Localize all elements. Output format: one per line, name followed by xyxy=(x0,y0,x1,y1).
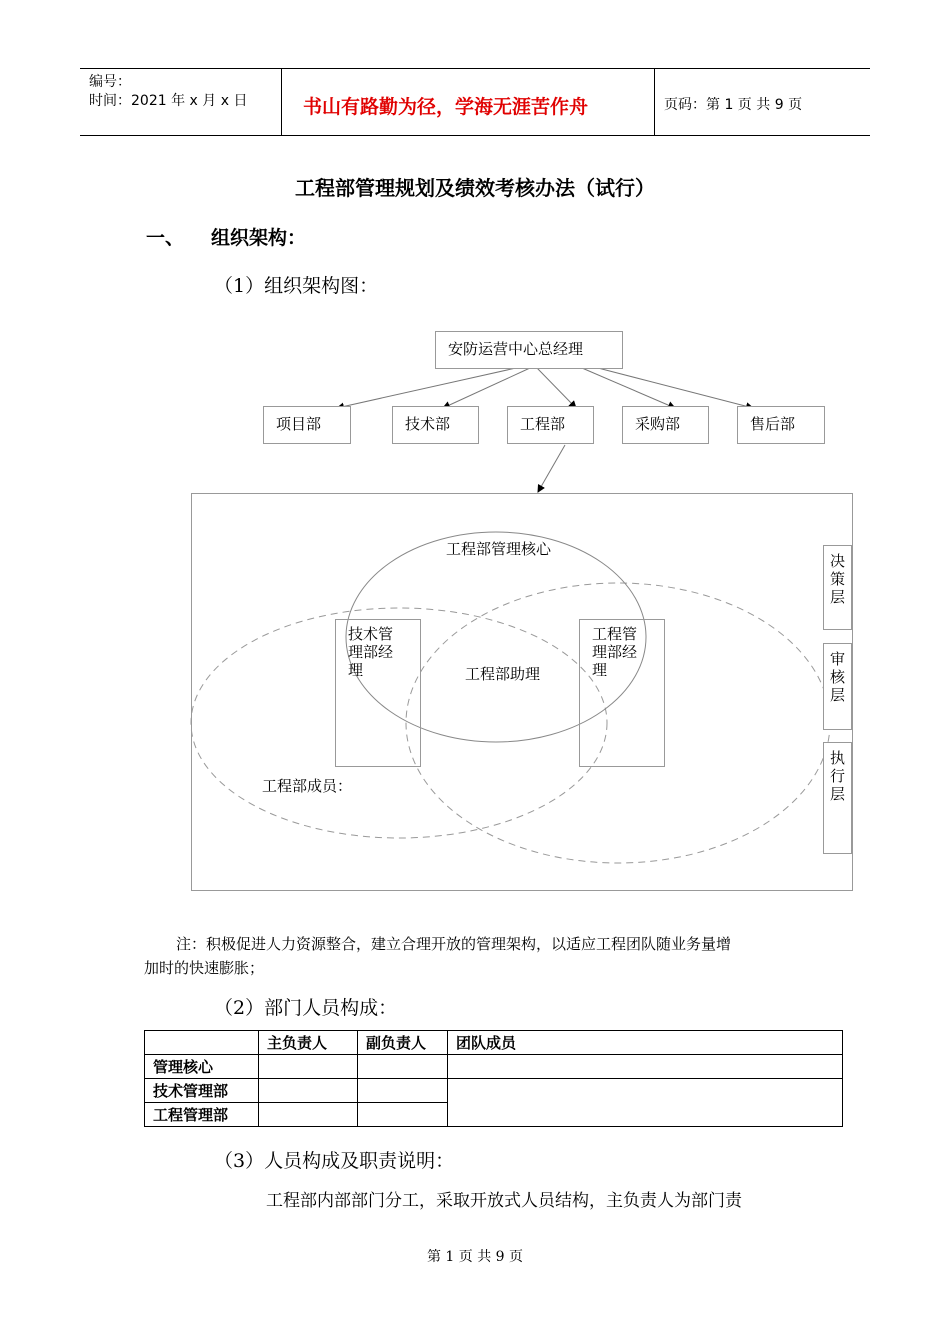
arrow-to-eng-frame xyxy=(538,445,565,492)
arrow-to-eng-dept xyxy=(537,368,576,408)
section1-number: 一、 xyxy=(146,227,185,249)
arrow-to-aftersales-dept xyxy=(598,368,753,408)
layer-review-char3: 层 xyxy=(829,686,845,704)
layer-review-char2: 核 xyxy=(829,668,845,686)
table-cell-merged xyxy=(448,1079,843,1127)
layer-execute-char1: 执 xyxy=(829,749,845,767)
table-header-row xyxy=(145,1031,843,1055)
staff-table xyxy=(144,1030,843,1127)
layer-execute-char3: 层 xyxy=(829,785,845,803)
layer-decision xyxy=(823,545,852,630)
table-cell xyxy=(259,1079,358,1103)
table-header-cell: 副负责人 xyxy=(358,1031,448,1055)
note-line2: 加时的快速膨胀； xyxy=(144,959,265,977)
eng-manager-box xyxy=(579,619,665,767)
arrow-to-project-dept xyxy=(337,368,516,408)
subsection1-heading: （1）组织架构图： xyxy=(214,275,379,297)
layer-review-char1: 审 xyxy=(829,650,845,668)
table-cell xyxy=(358,1055,448,1079)
table-row xyxy=(145,1055,843,1079)
section1-title: 组织架构： xyxy=(211,227,307,249)
org-box-eng-dept: 工程部 xyxy=(507,406,594,444)
org-box-tech-dept: 技术部 xyxy=(392,406,479,444)
eng-manager-line1: 工程管 xyxy=(592,625,638,643)
page-footer: 第 1 页 共 9 页 xyxy=(426,1249,524,1265)
org-box-project-dept: 项目部 xyxy=(263,406,351,444)
table-row-label: 技术管理部 xyxy=(145,1079,259,1103)
paragraph-line1: 工程部内部部门分工，采取开放式人员结构，主负责人为部门责 xyxy=(266,1191,742,1211)
table-cell xyxy=(259,1055,358,1079)
org-box-general-manager: 安防运营中心总经理 xyxy=(435,331,623,369)
layer-execute-char2: 行 xyxy=(829,767,845,785)
org-box-aftersales-dept: 售后部 xyxy=(737,406,825,444)
header-slogan: 书山有路勤为径，学海无涯苦作舟 xyxy=(303,96,589,118)
table-row-label: 工程管理部 xyxy=(145,1103,259,1127)
header-time-label: 时间：2021 年 x 月 x 日 xyxy=(89,93,248,109)
arrow-to-purchase-dept xyxy=(582,368,675,408)
note-line1: 注：积极促进人力资源整合，建立合理开放的管理架构，以适应工程团队随业务量增 xyxy=(176,935,732,953)
subsection2-heading: （2）部门人员构成： xyxy=(214,997,398,1019)
table-header-cell: 团队成员 xyxy=(448,1031,843,1055)
header-number-label: 编号： xyxy=(89,74,131,90)
layer-review xyxy=(823,643,852,730)
tech-manager-line3: 理 xyxy=(348,661,364,679)
layer-decision-char2: 策 xyxy=(829,570,845,588)
table-cell xyxy=(448,1055,843,1079)
assistant-label: 工程部助理 xyxy=(465,665,541,683)
layer-execute xyxy=(823,742,852,854)
tech-manager-line1: 技术管 xyxy=(348,625,394,643)
org-box-purchase-dept: 采购部 xyxy=(622,406,709,444)
layer-decision-char3: 层 xyxy=(829,588,845,606)
eng-manager-line3: 理 xyxy=(592,661,608,679)
layer-decision-char1: 决 xyxy=(829,552,845,570)
core-label: 工程部管理核心 xyxy=(446,540,552,558)
table-header-cell: 主负责人 xyxy=(259,1031,358,1055)
eng-manager-line2: 理部经 xyxy=(592,643,638,661)
header-page-info: 页码：第 1 页 共 9 页 xyxy=(664,97,803,113)
arrow-to-tech-dept xyxy=(443,368,530,408)
subsection3-heading: （3）人员构成及职责说明： xyxy=(214,1150,455,1172)
members-label: 工程部成员： xyxy=(262,777,353,795)
table-header-cell xyxy=(145,1031,259,1055)
table-row-label: 管理核心 xyxy=(145,1055,259,1079)
tech-manager-box xyxy=(335,619,421,767)
tech-manager-line2: 理部经 xyxy=(348,643,394,661)
table-cell xyxy=(358,1103,448,1127)
table-row xyxy=(145,1079,843,1103)
document-title: 工程部管理规划及绩效考核办法（试行） xyxy=(295,176,655,200)
table-cell xyxy=(358,1079,448,1103)
table-cell xyxy=(259,1103,358,1127)
